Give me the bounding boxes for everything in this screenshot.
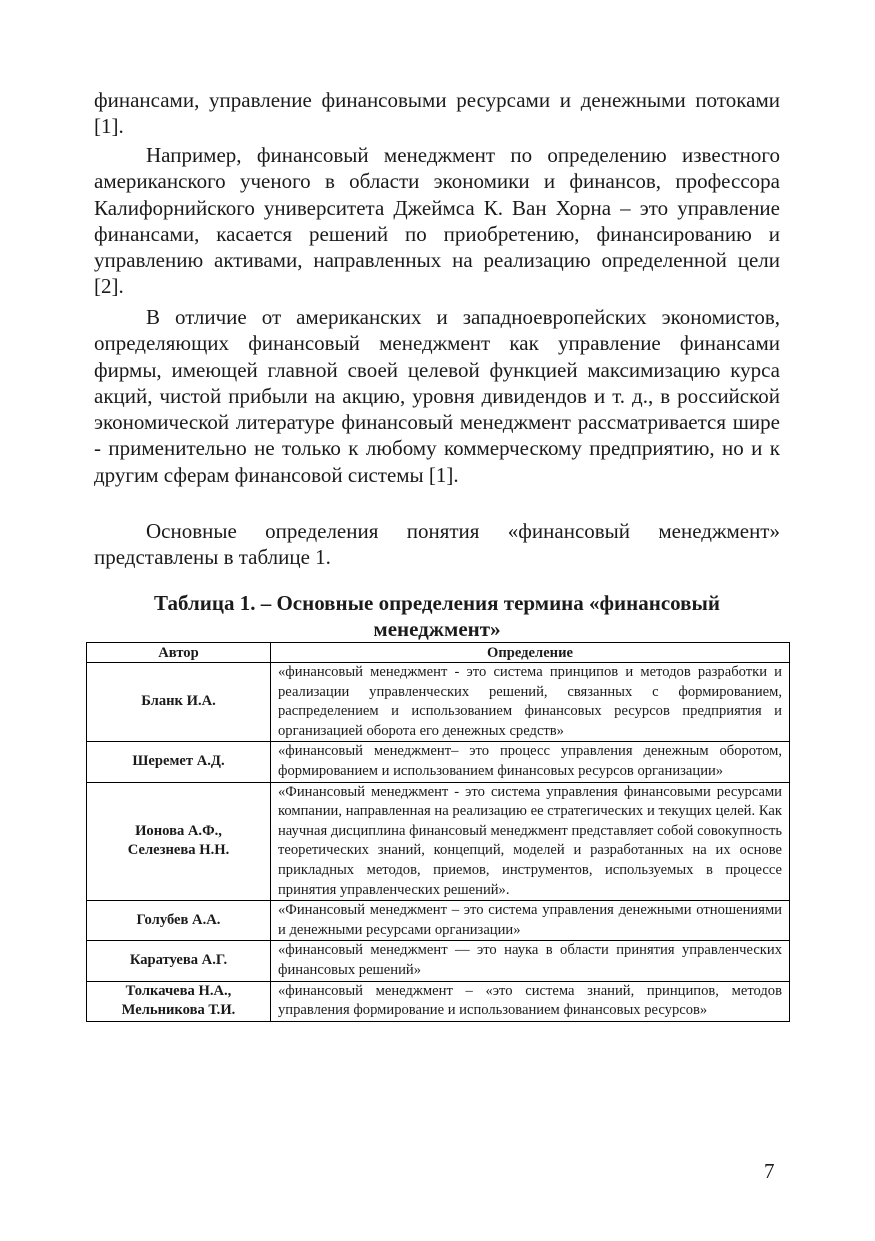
author-cell [87,901,271,941]
table-row [87,981,790,1021]
author-name: Шеремет А.Д. [132,753,225,770]
paragraph-2: Например, финансовый менеджмент по определению известного американского ученого в области экономики и финансов, профессора Калифорнийского университета Джеймса К. Ван Хорна – это управление финансами, касается решений по приобретению, финансированию и управлению активами, направленных на реализацию определенной цели [2]. [94,143,780,299]
author-name: Голубев А.А. [136,911,221,928]
table-row [87,742,790,782]
table-row [87,663,790,742]
definition-cell: «финансовый менеджмент — это наука в области принятия управленческих финансовых решений» [271,941,790,981]
definitions-table [86,642,790,1022]
author-name: Бланк И.А. [141,693,216,710]
definition-cell: «финансовый менеджмент - это система принципов и методов разработки и реализации управленческих решений, связанных с формированием, распределением и использованием финансовых ресурсов предприятия и организацией оборота его денежных средств» [271,663,790,742]
paragraph-4: Основные определения понятия «финансовый менеджмент» представлены в таблице 1. [94,519,780,570]
header-author: Автор [87,643,271,663]
table-header-row [87,643,790,663]
author-name: Селезнева Н.Н. [127,842,230,859]
paragraph-1: финансами, управление финансовыми ресурсами и денежными потоками [1]. [94,88,780,139]
author-name: Каратуева А.Г. [129,952,228,969]
definition-cell: «Финансовый менеджмент – это система управления денежными отношениями и денежными ресурсами организации» [271,901,790,941]
table-row [87,782,790,901]
author-name: Толкачева Н.А., [125,982,232,999]
definition-cell: «Финансовый менеджмент - это система управления финансовыми ресурсами компании, направленная на реализацию ее стратегических и текущих целей. Как научная дисциплина финансовый менеджмент представляет собой совокупность теоретических знаний, концепций, моделей и разработанных на их основе прикладных методов, приемов, инструментов, используемых в процессе принятия управленческих решений». [271,782,790,901]
author-cell [87,663,271,742]
author-name: Ионова А.Ф., [135,822,222,839]
paragraph-3: В отличие от американских и западноевропейских экономистов, определяющих финансовый менеджмент как управление финансами фирмы, имеющей главной своей целевой функцией максимизацию курса акций, чистой прибыли на акцию, уровня дивидендов и т. д., в российской экономической литературе финансовый менеджмент рассматривается шире - применительно не только к любому коммерческому предприятию, но и к другим сферам финансовой системы [1]. [94,305,780,487]
table-row [87,941,790,981]
author-name: Мельникова Т.И. [121,1002,236,1019]
definition-cell: «финансовый менеджмент– это процесс управления денежным оборотом, формированием и использованием финансовых ресурсов организации» [271,742,790,782]
author-cell [87,782,271,901]
header-definition: Определение [271,643,790,663]
author-cell [87,742,271,782]
table-caption: Таблица 1. – Основные определения термина «финансовый менеджмент» [154,591,720,641]
author-cell [87,941,271,981]
definition-cell: «финансовый менеджмент – «это система знаний, принципов, методов управления формирование и использованием финансовых ресурсов» [271,981,790,1021]
page-number: 7 [764,1159,775,1183]
table-row [87,901,790,941]
author-cell [87,981,271,1021]
